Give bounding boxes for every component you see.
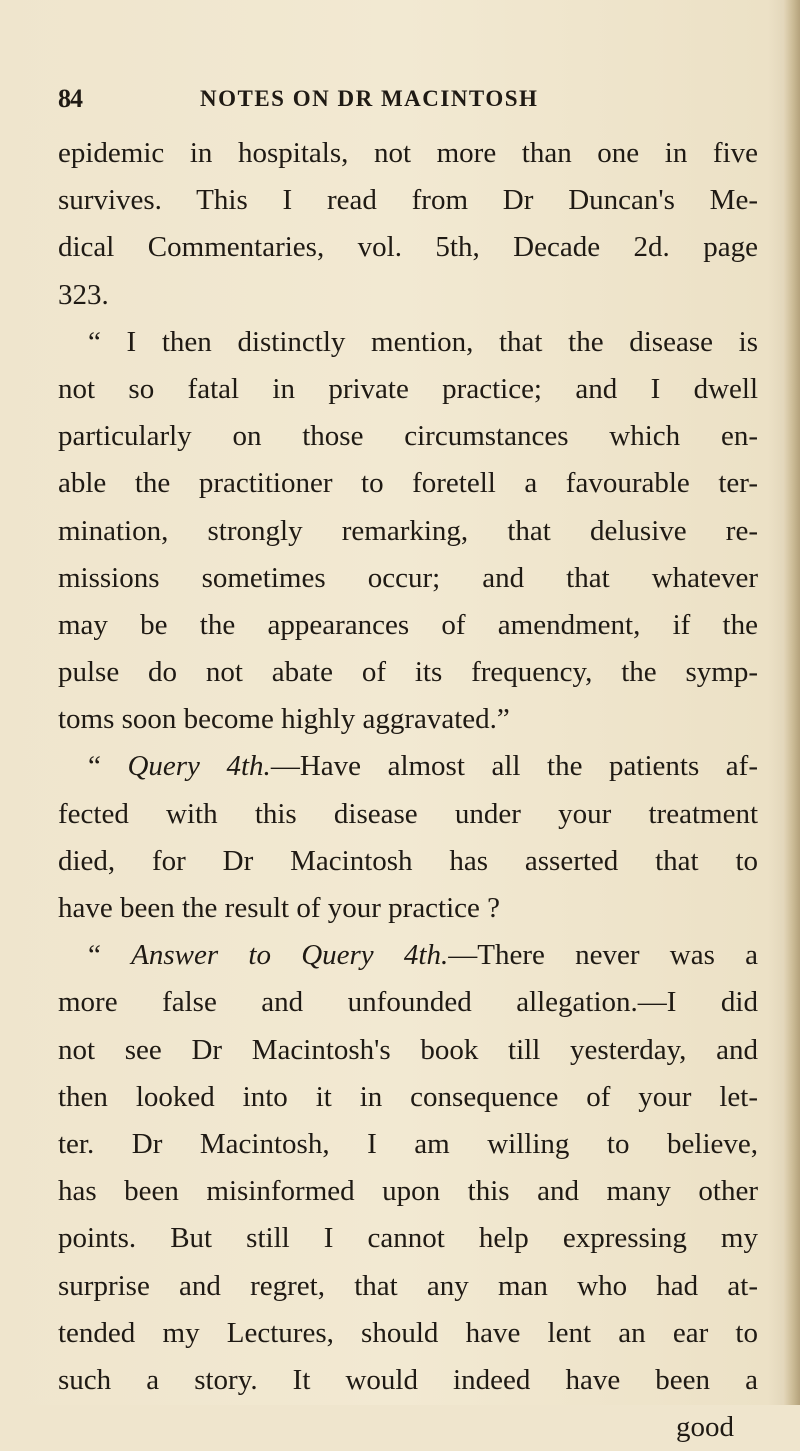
query-text: —Have almost all the patients af- — [270, 750, 758, 783]
running-head: NOTES ON DR MACINTOSH — [200, 86, 539, 111]
query-label: Query 4th. — [127, 750, 271, 783]
page-edge-shadow — [784, 0, 800, 1405]
text-line: 323. — [58, 278, 109, 311]
answer-label: Answer to Query 4th. — [131, 939, 449, 972]
text-line: then looked into it in consequence of your let- — [58, 1080, 758, 1113]
text-line-answer — [58, 932, 758, 979]
text-line: surprise and regret, that any man who had at- — [58, 1269, 758, 1302]
page-header — [58, 78, 658, 118]
text-line: fected with this disease under your treatment — [58, 797, 758, 830]
text-line: not see Dr Macintosh's book till yesterday, and — [58, 1033, 758, 1066]
text-line: more false and unfounded allegation.—I did — [58, 986, 758, 1019]
text-line: has been misinformed upon this and many other — [58, 1175, 758, 1208]
page-number: 84 — [58, 84, 82, 113]
text-line: points. But still I cannot help expressing my — [58, 1222, 758, 1255]
text-line: able the practitioner to foretell a favourable ter- — [58, 467, 758, 500]
text-line: mination, strongly remarking, that delusive re- — [58, 514, 758, 547]
text-line: toms soon become highly aggravated.” — [58, 703, 510, 736]
text-line: survives. This I read from Dr Duncan's Me- — [58, 184, 758, 217]
quote-mark: “ — [88, 750, 128, 783]
quote-mark: “ — [88, 939, 132, 972]
text-line: died, for Dr Macintosh has asserted that to — [58, 844, 758, 877]
body-text — [58, 130, 758, 1451]
text-line: pulse do not abate of its frequency, the symp- — [58, 656, 758, 689]
text-line: may be the appearances of amendment, if the — [58, 608, 758, 641]
text-line: have been the result of your practice ? — [58, 892, 501, 924]
text-line: dical Commentaries, vol. 5th, Decade 2d. page — [58, 231, 758, 264]
text-line: missions sometimes occur; and that whatever — [58, 561, 758, 594]
text-line: particularly on those circumstances which en- — [58, 420, 758, 453]
text-line: ter. Dr Macintosh, I am willing to believe, — [58, 1127, 758, 1160]
answer-text: —There never was a — [448, 939, 759, 972]
text-line: not so fatal in private practice; and I dwell — [58, 372, 758, 405]
text-line: such a story. It would indeed have been a — [58, 1363, 758, 1396]
text-line-query — [58, 743, 758, 790]
catchword: good — [676, 1411, 734, 1444]
text-line: tended my Lectures, should have lent an ear to — [58, 1316, 758, 1349]
text-line: epidemic in hospitals, not more than one in five — [58, 137, 758, 169]
text-line: “ I then distinctly mention, that the disease is — [88, 325, 758, 358]
